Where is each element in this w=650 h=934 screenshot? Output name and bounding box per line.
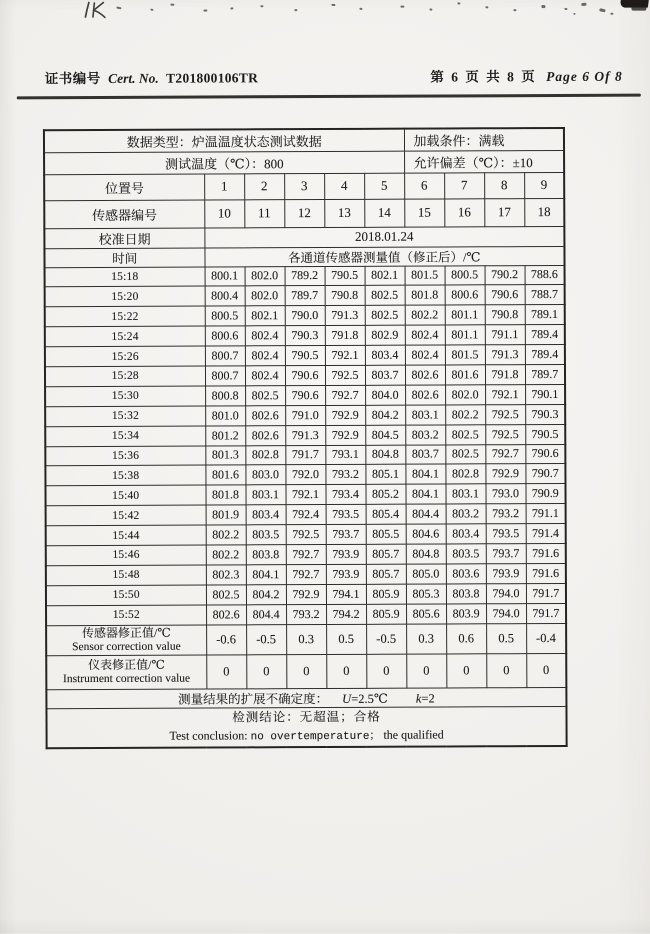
value-cell: 0: [206, 654, 246, 688]
reading-cell: 792.5: [325, 365, 365, 385]
reading-cell: 789.4: [525, 325, 565, 345]
reading-cell: 792.7: [485, 444, 525, 464]
value-cell: 2: [244, 173, 284, 199]
reading-cell: 800.6: [205, 326, 245, 346]
position-label: 位置号: [44, 174, 204, 201]
reading-cell: 790.5: [285, 346, 325, 366]
ink-speck: [359, 8, 362, 10]
reading-cell: 794.1: [326, 584, 366, 604]
table-row: [44, 150, 564, 174]
reading-cell: 804.8: [406, 544, 446, 564]
reading-cell: 805.7: [366, 564, 406, 584]
sensor-correction-label: 传感器修正值/℃ Sensor correction value: [46, 625, 206, 656]
reading-cell: 791.6: [526, 543, 566, 563]
value-cell: 3: [284, 173, 324, 199]
reading-cell: 791.3: [285, 425, 325, 445]
sensor-row: [44, 198, 564, 228]
reading-row: [46, 524, 566, 546]
reading-cell: 802.4: [405, 325, 445, 345]
reading-cell: 791.6: [526, 563, 566, 583]
reading-row: [45, 364, 565, 386]
reading-cell: 803.1: [446, 484, 486, 504]
reading-cell: 804.8: [365, 445, 405, 465]
channel-values-label: 各通道传感器测量值（修正后）/℃: [204, 246, 564, 267]
reading-cell: 788.7: [525, 285, 565, 305]
reading-cell: 793.7: [326, 524, 366, 544]
reading-cell: 802.3: [206, 565, 246, 585]
data-type-cell: 数据类型：炉温温度状态测试数据: [44, 129, 404, 153]
reading-cell: 791.7: [526, 603, 566, 623]
reading-cell: 793.7: [486, 544, 526, 564]
scan-corner-mark: [620, 0, 649, 8]
reading-cell: 800.5: [205, 306, 245, 326]
reading-cell: 805.1: [365, 465, 405, 485]
reading-cell: 802.5: [245, 386, 285, 406]
reading-cell: 802.4: [245, 326, 285, 346]
reading-cell: 802.5: [206, 585, 246, 605]
value-cell: -0.6: [206, 624, 246, 654]
uncertainty-label: 测量结果的扩展不确定度：: [178, 691, 329, 707]
reading-cell: 803.5: [446, 544, 486, 564]
reading-cell: 793.5: [486, 524, 526, 544]
ink-speck: [599, 8, 605, 12]
reading-cell: 790.0: [285, 306, 325, 326]
table-row: [44, 128, 564, 152]
reading-cell: 791.7: [526, 583, 566, 603]
reading-cell: 790.6: [285, 385, 325, 405]
sensor-correction-row: [46, 623, 566, 655]
reading-row: [45, 424, 565, 446]
time-cell: 15:42: [46, 505, 206, 526]
reading-cell: 804.4: [246, 604, 286, 624]
value-cell: 0: [286, 654, 326, 688]
reading-cell: 790.1: [525, 384, 565, 404]
ink-speck: [116, 6, 121, 9]
reading-cell: 802.4: [245, 346, 285, 366]
reading-cell: 803.5: [246, 525, 286, 545]
time-cell: 15:44: [46, 525, 206, 546]
handwritten-mark: [78, 1, 114, 20]
reading-cell: 804.0: [365, 385, 405, 405]
reading-cell: 791.1: [485, 325, 525, 345]
reading-cell: 793.9: [326, 544, 366, 564]
time-cell: 15:26: [45, 346, 205, 367]
value-cell: 17: [484, 198, 524, 226]
reading-cell: 791.1: [526, 504, 566, 524]
ink-speck: [581, 3, 586, 6]
reading-cell: 802.2: [206, 525, 246, 545]
reading-cell: 793.5: [326, 505, 366, 525]
reading-row: [46, 504, 566, 526]
reading-cell: 802.0: [245, 266, 285, 286]
reading-cell: 803.7: [405, 444, 445, 464]
ink-speck: [485, 6, 488, 8]
ink-speck: [429, 8, 432, 10]
reading-cell: 803.8: [246, 545, 286, 565]
ink-speck: [331, 4, 335, 6]
value-cell: 0.6: [446, 623, 486, 653]
reading-cell: 804.4: [406, 504, 446, 524]
value-cell: 13: [324, 199, 364, 227]
reading-cell: 792.7: [325, 385, 365, 405]
reading-cell: 802.2: [206, 545, 246, 565]
value-cell: 0.3: [286, 624, 326, 654]
reading-cell: 805.4: [366, 504, 406, 524]
reading-cell: 802.6: [245, 405, 285, 425]
reading-cell: 803.7: [365, 365, 405, 385]
time-cell: 15:50: [46, 585, 206, 606]
reading-row: [45, 305, 565, 327]
reading-cell: 791.4: [526, 524, 566, 544]
reading-cell: 802.0: [445, 385, 485, 405]
reading-cell: 801.6: [445, 365, 485, 385]
test-data-table: [43, 127, 568, 749]
value-cell: 0.5: [486, 623, 526, 653]
reading-cell: 804.5: [365, 425, 405, 445]
reading-cell: 803.2: [405, 425, 445, 445]
instrument-correction-label: 仪表修正值/℃ Instrument correction value: [46, 655, 206, 690]
reading-cell: 801.5: [405, 265, 445, 285]
time-cell: 15:32: [45, 406, 205, 427]
reading-cell: 790.6: [285, 365, 325, 385]
time-cell: 15:24: [45, 326, 205, 347]
reading-row: [45, 265, 565, 287]
time-cell: 15:46: [46, 545, 206, 566]
value-cell: 0: [446, 653, 486, 687]
reading-cell: 789.7: [525, 364, 565, 384]
time-cell: 15:22: [45, 306, 205, 327]
value-cell: 1: [204, 173, 244, 199]
time-cell: 15:48: [46, 565, 206, 586]
reading-cell: 801.3: [205, 445, 245, 465]
reading-cell: 790.3: [525, 404, 565, 424]
reading-cell: 793.9: [326, 564, 366, 584]
reading-cell: 793.4: [325, 485, 365, 505]
conclusion-cn: 检测结论：无超温；合格: [232, 709, 381, 725]
reading-cell: 801.0: [205, 406, 245, 426]
reading-cell: 801.6: [205, 465, 245, 485]
ink-speck: [400, 6, 404, 8]
reading-cell: 804.1: [406, 484, 446, 504]
reading-cell: 790.8: [485, 305, 525, 325]
reading-cell: 793.0: [486, 484, 526, 504]
reading-cell: 803.1: [405, 405, 445, 425]
time-label: 时间: [44, 248, 204, 268]
value-cell: 7: [444, 172, 484, 198]
reading-cell: 802.8: [445, 464, 485, 484]
reading-cell: 800.1: [205, 266, 245, 286]
reading-row: [45, 285, 565, 307]
cert-number: T201800106TR: [166, 70, 259, 86]
reading-cell: 802.4: [405, 345, 445, 365]
reading-cell: 805.9: [366, 584, 406, 604]
reading-cell: 802.6: [206, 604, 246, 624]
reading-cell: 800.4: [205, 286, 245, 306]
value-cell: 0: [326, 654, 366, 688]
reading-cell: 793.2: [486, 504, 526, 524]
reading-cell: 804.1: [405, 464, 445, 484]
reading-cell: 800.7: [205, 366, 245, 386]
reading-cell: 802.6: [405, 365, 445, 385]
reading-cell: 800.8: [205, 386, 245, 406]
value-cell: 5: [364, 173, 404, 199]
calibration-label: 校准日期: [44, 228, 204, 249]
reading-cell: 790.3: [285, 326, 325, 346]
value-cell: 15: [404, 198, 444, 226]
value-cell: 10: [204, 199, 244, 227]
calibration-date: 2018.01.24: [204, 226, 564, 248]
reading-cell: 790.7: [525, 464, 565, 484]
page-indicator-en: Page 6 Of 8: [546, 68, 623, 85]
ink-speck: [150, 9, 153, 11]
reading-row: [45, 384, 565, 406]
reading-cell: 790.5: [525, 424, 565, 444]
uncertainty-cell: [46, 687, 566, 708]
reading-cell: 800.7: [205, 346, 245, 366]
reading-cell: 790.2: [485, 265, 525, 285]
calibration-row: [44, 226, 564, 248]
reading-cell: 805.0: [406, 564, 446, 584]
reading-cell: 792.0: [285, 465, 325, 485]
reading-cell: 800.6: [445, 285, 485, 305]
uncertainty-u-value: U=2.5℃: [342, 691, 388, 706]
reading-cell: 802.9: [365, 325, 405, 345]
reading-row: [46, 563, 566, 585]
reading-cell: 805.2: [365, 484, 405, 504]
sensor-label: 传感器编号: [44, 200, 204, 229]
time-cell: 15:30: [45, 386, 205, 407]
reading-cell: 791.3: [325, 306, 365, 326]
reading-cell: 802.1: [365, 266, 405, 286]
reading-row: [45, 404, 565, 426]
ink-speck: [541, 5, 545, 8]
reading-cell: 804.6: [406, 524, 446, 544]
time-cell: 15:40: [45, 485, 205, 506]
reading-cell: 791.0: [285, 405, 325, 425]
reading-cell: 805.3: [406, 584, 446, 604]
reading-cell: 792.5: [286, 525, 326, 545]
reading-cell: 792.9: [325, 405, 365, 425]
reading-cell: 802.4: [245, 366, 285, 386]
cert-label-en: Cert. No.: [108, 70, 159, 86]
value-cell: 0.5: [326, 624, 366, 654]
time-cell: 15:20: [45, 286, 205, 307]
reading-cell: 792.9: [325, 425, 365, 445]
reading-row: [46, 603, 566, 625]
conclusion-cell: [46, 706, 566, 748]
value-cell: -0.4: [526, 623, 566, 653]
reading-row: [46, 543, 566, 565]
value-cell: 0.3: [406, 624, 446, 654]
reading-cell: 802.2: [445, 405, 485, 425]
reading-cell: 793.2: [325, 465, 365, 485]
ink-speck: [564, 8, 567, 11]
reading-cell: 801.9: [206, 505, 246, 525]
reading-cell: 793.9: [486, 563, 526, 583]
ink-speck: [203, 9, 207, 11]
reading-cell: 801.1: [445, 305, 485, 325]
ink-speck: [610, 13, 613, 15]
reading-cell: 802.1: [245, 306, 285, 326]
reading-cell: 801.5: [445, 345, 485, 365]
reading-cell: 794.2: [326, 604, 366, 624]
reading-cell: 789.4: [525, 345, 565, 365]
reading-row: [45, 444, 565, 466]
reading-cell: 792.7: [286, 544, 326, 564]
value-cell: 0: [366, 654, 406, 688]
page-indicator-cn: 第 6 页 共 8 页: [430, 69, 537, 85]
reading-cell: 790.6: [525, 444, 565, 464]
time-header-row: [44, 246, 564, 267]
reading-cell: 803.2: [446, 504, 486, 524]
value-cell: 0: [406, 654, 446, 688]
reading-cell: 792.1: [285, 485, 325, 505]
value-cell: 12: [284, 199, 324, 227]
ink-speck: [230, 7, 233, 9]
time-cell: 15:34: [45, 426, 205, 447]
reading-cell: 792.5: [485, 404, 525, 424]
reading-row: [46, 583, 566, 605]
time-cell: 15:52: [46, 605, 206, 626]
reading-cell: 792.7: [286, 564, 326, 584]
ink-speck: [294, 9, 297, 11]
value-cell: 11: [244, 199, 284, 227]
value-cell: 0: [526, 653, 566, 687]
time-cell: 15:28: [45, 366, 205, 387]
reading-row: [45, 464, 565, 486]
reading-cell: 803.8: [446, 584, 486, 604]
reading-cell: 792.4: [286, 505, 326, 525]
value-cell: 6: [404, 172, 444, 198]
scan-corner-mark: [631, 7, 646, 11]
header-rule: [17, 94, 641, 100]
reading-row: [45, 484, 565, 506]
reading-cell: 793.2: [286, 604, 326, 624]
reading-cell: 802.5: [445, 424, 485, 444]
reading-cell: 801.2: [205, 425, 245, 445]
reading-cell: 802.8: [245, 445, 285, 465]
value-cell: 4: [324, 173, 364, 199]
value-cell: 9: [524, 172, 564, 198]
value-cell: 14: [364, 199, 404, 227]
reading-cell: 804.1: [246, 565, 286, 585]
reading-cell: 801.8: [405, 285, 445, 305]
reading-cell: 801.8: [205, 485, 245, 505]
reading-row: [45, 325, 565, 347]
position-row: [44, 172, 564, 200]
reading-cell: 794.0: [486, 583, 526, 603]
value-cell: 8: [484, 172, 524, 198]
value-cell: -0.5: [366, 624, 406, 654]
reading-cell: 805.6: [406, 604, 446, 624]
reading-cell: 790.8: [325, 286, 365, 306]
ink-speck: [573, 13, 575, 15]
reading-cell: 802.5: [365, 286, 405, 306]
reading-cell: 792.9: [485, 464, 525, 484]
conclusion-en: Test conclusion: no overtemperature； the qualified: [169, 727, 444, 744]
load-condition-cell: 加载条件：满载: [404, 128, 564, 151]
reading-cell: 789.7: [285, 286, 325, 306]
reading-cell: 791.7: [285, 445, 325, 465]
value-cell: -0.5: [246, 624, 286, 654]
uncertainty-k-value: k=2: [415, 691, 435, 706]
reading-cell: 804.2: [365, 405, 405, 425]
reading-cell: 788.6: [525, 265, 565, 285]
time-cell: 15:36: [45, 446, 205, 467]
cert-number-line: [45, 66, 259, 87]
conclusion-row: [46, 706, 566, 748]
ink-speck: [170, 4, 174, 6]
ink-speck: [260, 5, 263, 7]
reading-cell: 802.5: [445, 444, 485, 464]
reading-cell: 802.6: [405, 385, 445, 405]
reading-cell: 790.6: [485, 285, 525, 305]
reading-cell: 792.1: [485, 384, 525, 404]
reading-cell: 803.9: [446, 603, 486, 623]
reading-cell: 789.1: [525, 305, 565, 325]
reading-cell: 801.1: [445, 325, 485, 345]
reading-cell: 792.1: [325, 345, 365, 365]
reading-cell: 800.5: [445, 265, 485, 285]
reading-cell: 802.5: [365, 305, 405, 325]
time-cell: 15:18: [45, 267, 205, 288]
ink-speck: [457, 2, 460, 4]
reading-cell: 805.7: [366, 544, 406, 564]
reading-cell: 793.1: [325, 445, 365, 465]
reading-cell: 803.0: [245, 465, 285, 485]
reading-cell: 791.8: [485, 365, 525, 385]
cert-label-cn: 证书编号: [44, 70, 101, 87]
reading-cell: 803.4: [446, 524, 486, 544]
reading-cell: 789.2: [285, 266, 325, 286]
reading-cell: 804.2: [246, 584, 286, 604]
reading-cell: 803.4: [246, 505, 286, 525]
reading-cell: 803.4: [365, 345, 405, 365]
test-temp-cell: 测试温度（℃）：800: [44, 151, 404, 175]
reading-cell: 802.0: [245, 286, 285, 306]
reading-cell: 792.5: [485, 424, 525, 444]
value-cell: 0: [486, 653, 526, 687]
reading-cell: 805.5: [366, 524, 406, 544]
reading-cell: 805.9: [366, 604, 406, 624]
page-header: [45, 65, 623, 88]
reading-cell: 803.1: [245, 485, 285, 505]
reading-cell: 790.9: [526, 484, 566, 504]
reading-cell: 791.8: [325, 325, 365, 345]
ink-speck: [513, 9, 516, 11]
reading-cell: 790.5: [325, 266, 365, 286]
allowed-deviation-cell: 允许偏差（℃）：±10: [404, 150, 564, 173]
reading-cell: 802.6: [245, 425, 285, 445]
value-cell: 0: [246, 654, 286, 688]
readings-body: [45, 265, 567, 625]
reading-cell: 792.9: [286, 584, 326, 604]
instrument-correction-row: [46, 653, 566, 689]
reading-row: [45, 345, 565, 367]
page-indicator: [430, 65, 622, 86]
value-cell: 18: [524, 198, 564, 226]
time-cell: 15:38: [45, 465, 205, 486]
reading-cell: 802.2: [405, 305, 445, 325]
reading-cell: 791.3: [485, 345, 525, 365]
uncertainty-row: [46, 687, 566, 708]
reading-cell: 803.6: [446, 564, 486, 584]
reading-cell: 794.0: [486, 603, 526, 623]
value-cell: 16: [444, 198, 484, 226]
